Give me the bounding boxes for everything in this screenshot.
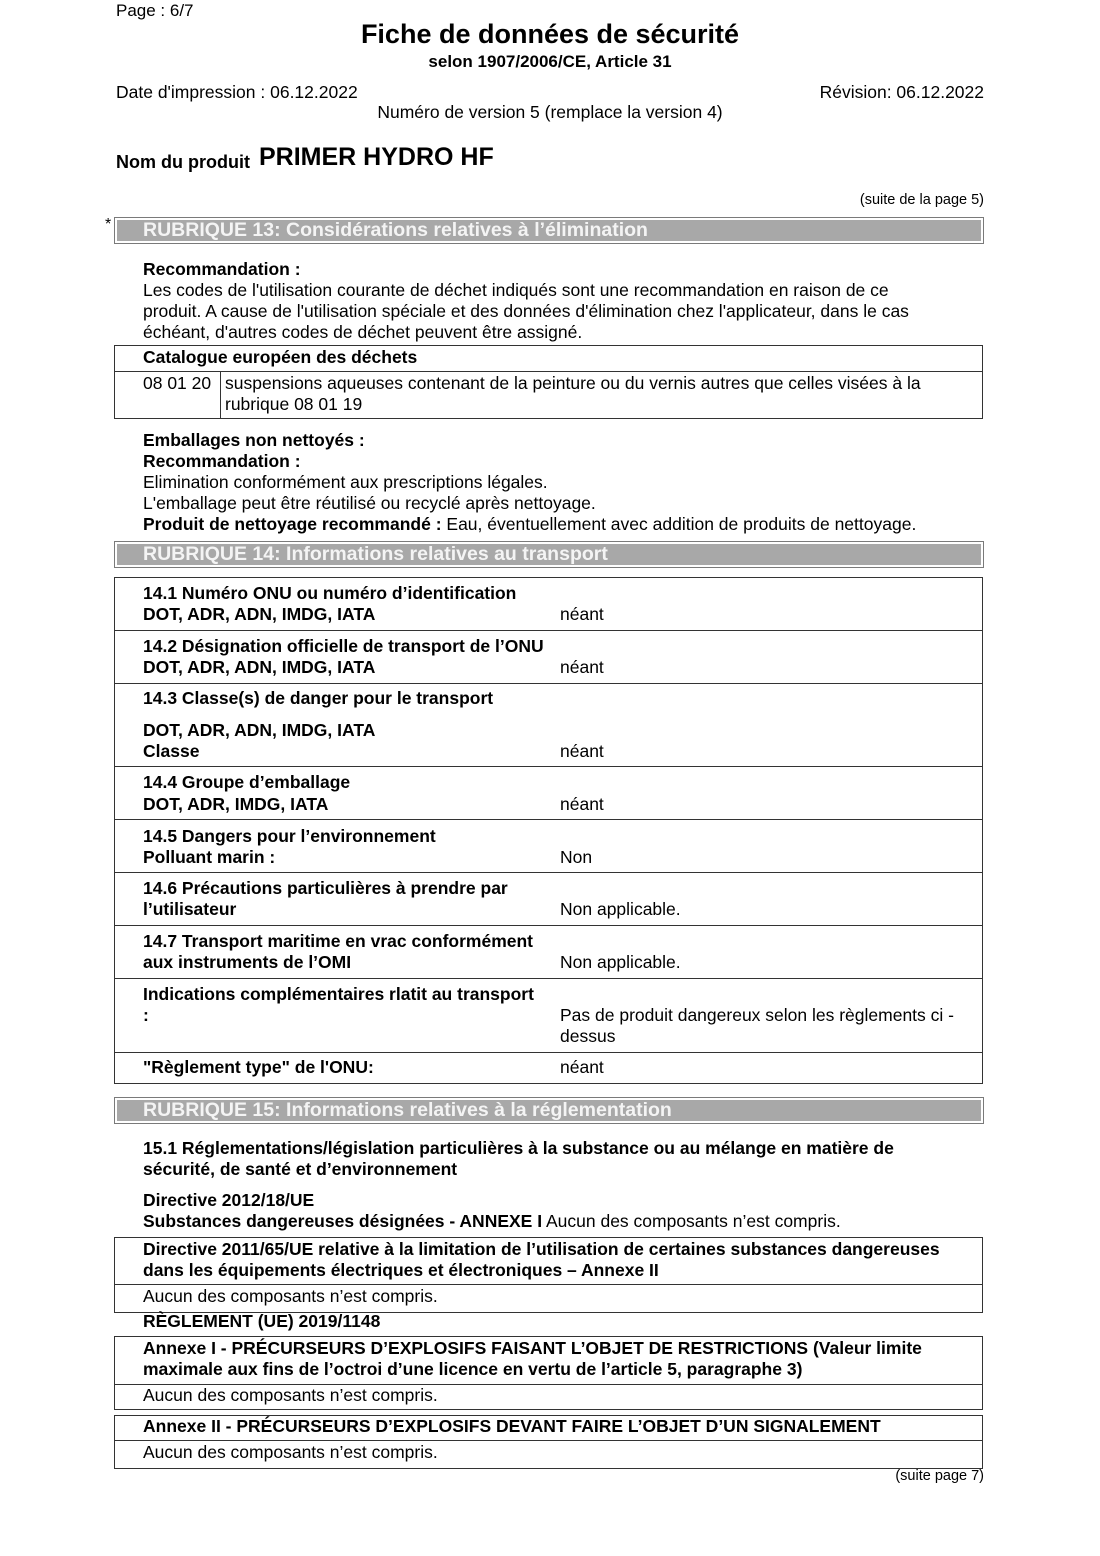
annex-ii-title: Annexe II - PRÉCURSEURS D’EXPLOSIFS DEVANT FAIRE L’OBJET D’UN SIGNALEMENT	[143, 1416, 881, 1436]
transport-row-sublabel: DOT, ADR, ADN, IMDG, IATA	[143, 720, 376, 740]
section-13-title: RUBRIQUE 13: Considérations relatives à l’élimination	[143, 219, 648, 241]
section-15-header	[114, 1097, 984, 1124]
continued-from: (suite de la page 5)	[859, 192, 984, 208]
transport-row-sublabel: Classe	[143, 741, 200, 761]
cleaning-product	[143, 514, 916, 535]
transport-row-label: "Règlement type" de l'ONU:	[143, 1057, 374, 1077]
annex-ii-value: Aucun des composants n’est compris.	[143, 1442, 438, 1462]
section-14-header	[114, 541, 984, 568]
product-label: Nom du produit	[116, 152, 250, 172]
document-title: Fiche de données de sécurité	[360, 19, 740, 49]
transport-row-value: dessus	[560, 1026, 616, 1046]
transport-row-value: néant	[560, 794, 604, 814]
directive-2012: Directive 2012/18/UE	[143, 1190, 315, 1210]
section-14-title: RUBRIQUE 14: Informations relatives au transport	[143, 543, 608, 565]
document-subtitle: selon 1907/2006/CE, Article 31	[428, 52, 672, 71]
version-number: Numéro de version 5 (remplace la version 4)	[377, 102, 723, 122]
product-name: PRIMER HYDRO HF	[259, 143, 494, 171]
packaging-label: Emballages non nettoyés :	[143, 430, 365, 450]
page-number: Page : 6/7	[116, 1, 194, 20]
annex-i-value: Aucun des composants n’est compris.	[143, 1385, 438, 1405]
packaging-line: Elimination conformément aux prescriptions légales.	[143, 472, 548, 492]
transport-row-value: néant	[560, 1057, 604, 1077]
transport-row-label: Indications complémentaires rlatit au transport	[143, 984, 534, 1004]
transport-row-sublabel: DOT, ADR, ADN, IMDG, IATA	[143, 657, 376, 677]
recommendation-line: produit. A cause de l'utilisation spéciale et des données d'élimination chez l'applicateur, dans le cas	[143, 301, 909, 321]
annexe-1-label: Substances dangereuses désignées - ANNEXE I	[143, 1211, 543, 1231]
recommendation-label: Recommandation :	[143, 451, 301, 471]
packaging-line: L'emballage peut être réutilisé ou recyclé après nettoyage.	[143, 493, 596, 513]
transport-row-value: Pas de produit dangereux selon les règlements ci -	[560, 1005, 954, 1025]
transport-row-value: néant	[560, 657, 604, 677]
transport-row-sublabel: DOT, ADR, IMDG, IATA	[143, 794, 329, 814]
continued-on: (suite page 7)	[895, 1468, 984, 1484]
catalogue-code: 08 01 20	[143, 373, 212, 393]
catalogue-description: suspensions aqueuses contenant de la peinture ou du vernis autres que celles visées à la	[225, 373, 921, 393]
transport-row-value: néant	[560, 741, 604, 761]
revision-date: Révision: 06.12.2022	[819, 82, 984, 102]
transport-row-value: néant	[560, 604, 604, 624]
transport-row-label: 14.3 Classe(s) de danger pour le transport	[143, 688, 494, 708]
cleaning-label: Produit de nettoyage recommandé :	[143, 514, 442, 534]
annex-i-title: maximale aux fins de l’octroi d’une licence en vertu de l’article 5, paragraphe 3)	[143, 1359, 803, 1379]
transport-row-label: 14.2 Désignation officielle de transport de l’ONU	[143, 636, 544, 656]
transport-row-label: 14.7 Transport maritime en vrac conformément	[143, 931, 533, 951]
cleaning-value: Eau, éventuellement avec addition de produits de nettoyage.	[441, 514, 917, 534]
directive-2011-title: Directive 2011/65/UE relative à la limitation de l’utilisation de certaines substances dangereuses	[143, 1239, 940, 1259]
transport-row-sublabel: l’utilisateur	[143, 899, 237, 919]
transport-row-sublabel: Polluant marin :	[143, 847, 276, 867]
transport-row-label: 14.5 Dangers pour l’environnement	[143, 826, 436, 846]
catalogue-description: rubrique 08 01 19	[225, 394, 363, 414]
transport-row-label: 14.4 Groupe d’emballage	[143, 772, 351, 792]
annex-i-title: Annexe I - PRÉCURSEURS D’EXPLOSIFS FAISANT L’OBJET DE RESTRICTIONS (Valeur limite	[143, 1338, 922, 1358]
recommendation-label: Recommandation :	[143, 259, 301, 279]
recommendation-line: échéant, d'autres codes de déchet peuvent être assigné.	[143, 322, 583, 342]
change-marker: *	[105, 216, 112, 233]
regulation-2019: RÈGLEMENT (UE) 2019/1148	[143, 1311, 381, 1331]
section-13-header	[114, 217, 984, 244]
transport-row-sublabel: aux instruments de l’OMI	[143, 952, 352, 972]
transport-row-value: Non	[560, 847, 593, 867]
print-date: Date d'impression : 06.12.2022	[116, 82, 358, 102]
annexe-1-value: Aucun des composants n’est compris.	[542, 1211, 841, 1231]
section-15-title: RUBRIQUE 15: Informations relatives à la réglementation	[143, 1099, 672, 1121]
recommendation-line: Les codes de l'utilisation courante de déchet indiqués sont une recommandation en raison de ce	[143, 280, 889, 300]
transport-row-value: Non applicable.	[560, 952, 681, 972]
transport-row-value: Non applicable.	[560, 899, 681, 919]
regulation-heading: sécurité, de santé et d’environnement	[143, 1159, 458, 1179]
transport-row-sublabel: DOT, ADR, ADN, IMDG, IATA	[143, 604, 376, 624]
directive-2011-title: dans les équipements électriques et électroniques – Annexe II	[143, 1260, 659, 1280]
transport-row-sublabel: :	[143, 1005, 149, 1025]
annexe-1-line	[143, 1211, 841, 1232]
catalogue-title: Catalogue européen des déchets	[143, 347, 418, 367]
directive-2011-value: Aucun des composants n’est compris.	[143, 1286, 438, 1306]
transport-row-label: 14.6 Précautions particulières à prendre par	[143, 878, 508, 898]
transport-row-label: 14.1 Numéro ONU ou numéro d’identification	[143, 583, 517, 603]
regulation-heading: 15.1 Réglementations/législation particulières à la substance ou au mélange en matière de	[143, 1138, 894, 1158]
